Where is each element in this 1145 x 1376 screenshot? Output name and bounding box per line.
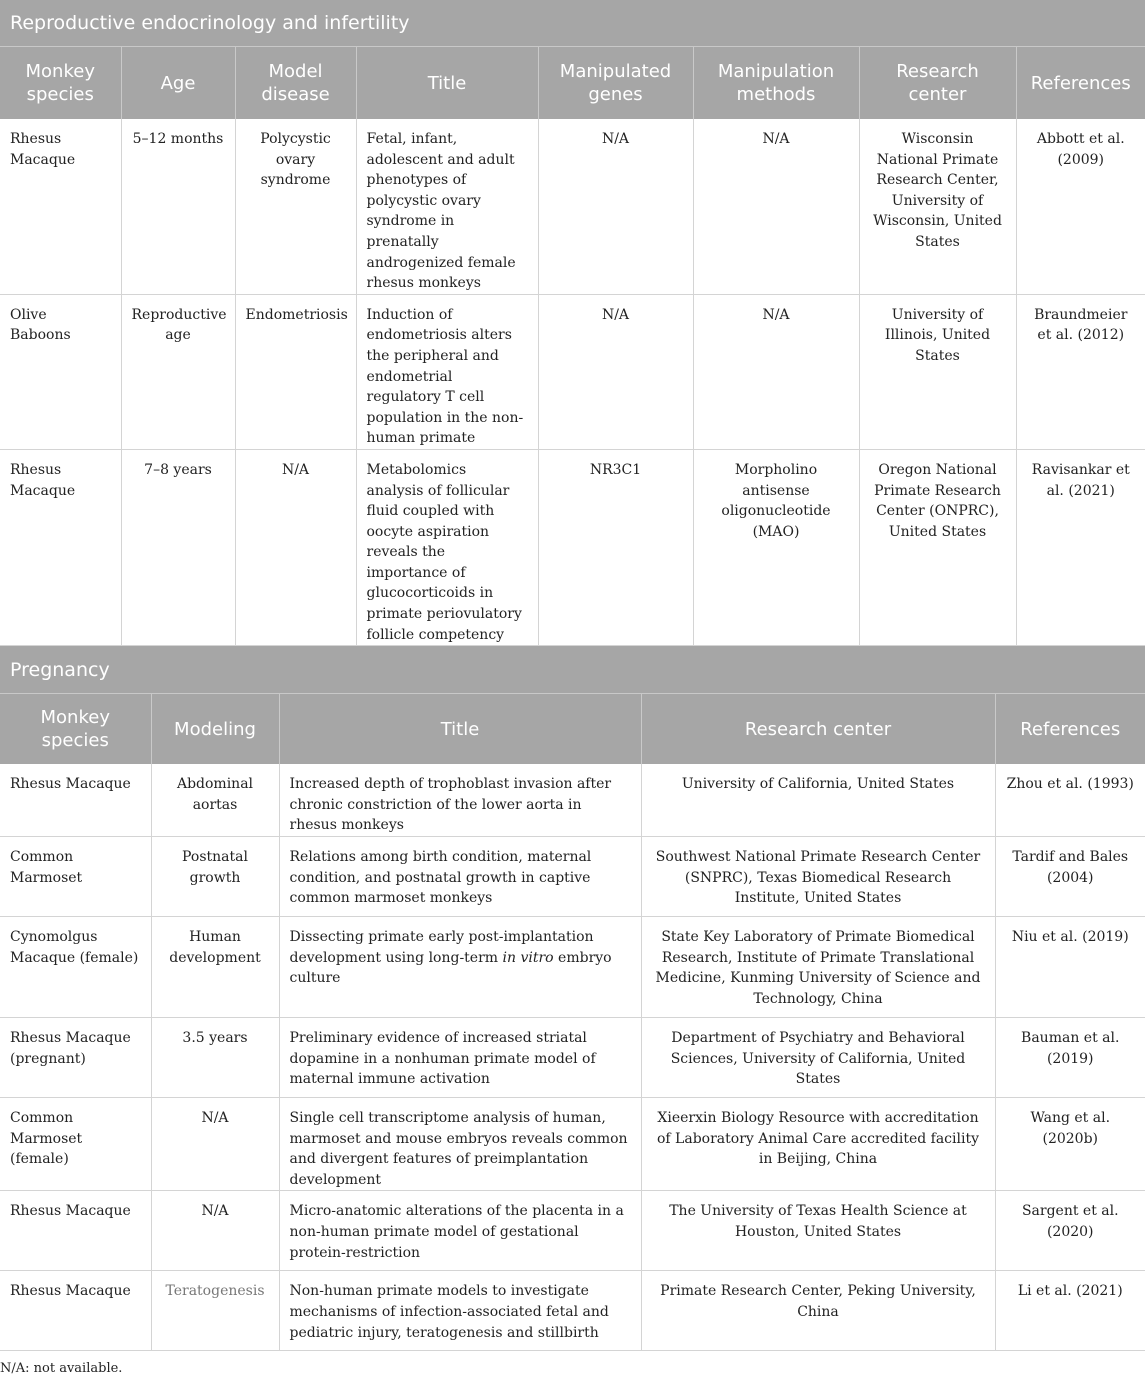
cell-reference: Ravisankar et al. (2021) (1016, 449, 1145, 645)
cell-title: Single cell transcriptome analysis of human, marmoset and mouse embryos reveals common and divergent features of preimplantation development (279, 1098, 641, 1191)
cell-reference: Bauman et al. (2019) (995, 1018, 1145, 1098)
cell-research-center: Department of Psychiatry and Behavioral Sciences, University of California, United States (641, 1018, 995, 1098)
column-header: Title (356, 47, 538, 119)
cell-reference: Tardif and Bales (2004) (995, 837, 1145, 917)
cell-methods: Morpholino antisense oligonucleotide (MAO) (693, 449, 859, 645)
cell-reference: Li et al. (2021) (995, 1271, 1145, 1351)
table-row (0, 294, 1145, 449)
cell-title: Metabolomics analysis of follicular fluid coupled with oocyte aspiration reveals the importance of glucocorticoids in primate periovulatory follicle competency (356, 449, 538, 645)
column-header: Research center (859, 47, 1016, 119)
cell-modeling: N/A (151, 1098, 279, 1191)
cell-model-disease: N/A (235, 449, 356, 645)
cell-methods: N/A (693, 119, 859, 294)
column-header: Modeling (151, 694, 279, 764)
table-row (0, 1271, 1145, 1351)
cell-species: Common Marmoset (female) (0, 1098, 151, 1191)
cell-research-center: Oregon National Primate Research Center (ONPRC), United States (859, 449, 1016, 645)
table-row (0, 119, 1145, 294)
column-header: Monkey species (0, 47, 121, 119)
cell-title: Preliminary evidence of increased striatal dopamine in a nonhuman primate model of maternal immune activation (279, 1018, 641, 1098)
cell-title: Dissecting primate early post-implantation development using long-term in vitro embryo culture (279, 917, 641, 1018)
italic-term: in vitro (502, 949, 554, 966)
cell-methods: N/A (693, 294, 859, 449)
cell-species: Cynomolgus Macaque (female) (0, 917, 151, 1018)
table-row (0, 449, 1145, 645)
cell-title: Micro-anatomic alterations of the placenta in a non-human primate model of gestational protein-restriction (279, 1191, 641, 1271)
cell-title: Relations among birth condition, maternal condition, and postnatal growth in captive common marmoset monkeys (279, 837, 641, 917)
cell-modeling: 3.5 years (151, 1018, 279, 1098)
column-header: Title (279, 694, 641, 764)
cell-reference: Zhou et al. (1993) (995, 764, 1145, 836)
table-row (0, 837, 1145, 917)
column-header: Research center (641, 694, 995, 764)
column-header: Model disease (235, 47, 356, 119)
pregnancy-table (0, 694, 1145, 1351)
table-row (0, 764, 1145, 836)
cell-species: Rhesus Macaque (0, 449, 121, 645)
table-header-row (0, 694, 1145, 764)
table-header-row (0, 47, 1145, 119)
section-title-pregnancy: Pregnancy (0, 646, 1145, 694)
table-row (0, 1191, 1145, 1271)
column-header: Age (121, 47, 235, 119)
cell-model-disease: Polycystic ovary syndrome (235, 119, 356, 294)
cell-genes: NR3C1 (538, 449, 693, 645)
cell-modeling: Human development (151, 917, 279, 1018)
cell-title: Fetal, infant, adolescent and adult phenotypes of polycystic ovary syndrome in prenatally androgenized female rhesus monkeys (356, 119, 538, 294)
table-row (0, 1018, 1145, 1098)
cell-model-disease: Endometriosis (235, 294, 356, 449)
cell-modeling: Postnatal growth (151, 837, 279, 917)
cell-title: Induction of endometriosis alters the peripheral and endometrial regulatory T cell population in the non-human primate (356, 294, 538, 449)
cell-species: Rhesus Macaque (pregnant) (0, 1018, 151, 1098)
cell-research-center: Primate Research Center, Peking University, China (641, 1271, 995, 1351)
column-header: Manipulation methods (693, 47, 859, 119)
cell-age: Reproductive age (121, 294, 235, 449)
cell-research-center: University of California, United States (641, 764, 995, 836)
cell-reference: Sargent et al. (2020) (995, 1191, 1145, 1271)
column-header: Monkey species (0, 694, 151, 764)
cell-reference: Niu et al. (2019) (995, 917, 1145, 1018)
cell-reference: Abbott et al. (2009) (1016, 119, 1145, 294)
cell-modeling: Teratogenesis (151, 1271, 279, 1351)
reproductive-table (0, 47, 1145, 646)
cell-age: 7–8 years (121, 449, 235, 645)
cell-species: Rhesus Macaque (0, 119, 121, 294)
cell-genes: N/A (538, 294, 693, 449)
cell-species: Rhesus Macaque (0, 1191, 151, 1271)
column-header: References (1016, 47, 1145, 119)
cell-title: Increased depth of trophoblast invasion after chronic constriction of the lower aorta in rhesus monkeys (279, 764, 641, 836)
cell-reference: Wang et al. (2020b) (995, 1098, 1145, 1191)
cell-research-center: University of Illinois, United States (859, 294, 1016, 449)
cell-species: Common Marmoset (0, 837, 151, 917)
cell-species: Rhesus Macaque (0, 1271, 151, 1351)
cell-species: Rhesus Macaque (0, 764, 151, 836)
footnote: N/A: not available. (0, 1361, 123, 1376)
table-row (0, 917, 1145, 1018)
section-title-reproductive: Reproductive endocrinology and infertility (0, 0, 1145, 47)
column-header: References (995, 694, 1145, 764)
cell-age: 5–12 months (121, 119, 235, 294)
cell-modeling: N/A (151, 1191, 279, 1271)
cell-title: Non-human primate models to investigate mechanisms of infection-associated fetal and pediatric injury, teratogenesis and stillbirth (279, 1271, 641, 1351)
cell-research-center: Xieerxin Biology Resource with accreditation of Laboratory Animal Care accredited facility in Beijing, China (641, 1098, 995, 1191)
cell-species: Olive Baboons (0, 294, 121, 449)
table-row (0, 1098, 1145, 1191)
cell-genes: N/A (538, 119, 693, 294)
cell-research-center: State Key Laboratory of Primate Biomedical Research, Institute of Primate Translational Medicine, Kunming University of Science and Technology, China (641, 917, 995, 1018)
column-header: Manipulated genes (538, 47, 693, 119)
cell-reference: Braundmeier et al. (2012) (1016, 294, 1145, 449)
cell-research-center: The University of Texas Health Science at Houston, United States (641, 1191, 995, 1271)
cell-modeling: Abdominal aortas (151, 764, 279, 836)
cell-research-center: Wisconsin National Primate Research Center, University of Wisconsin, United States (859, 119, 1016, 294)
cell-research-center: Southwest National Primate Research Center (SNPRC), Texas Biomedical Research Institute, United States (641, 837, 995, 917)
